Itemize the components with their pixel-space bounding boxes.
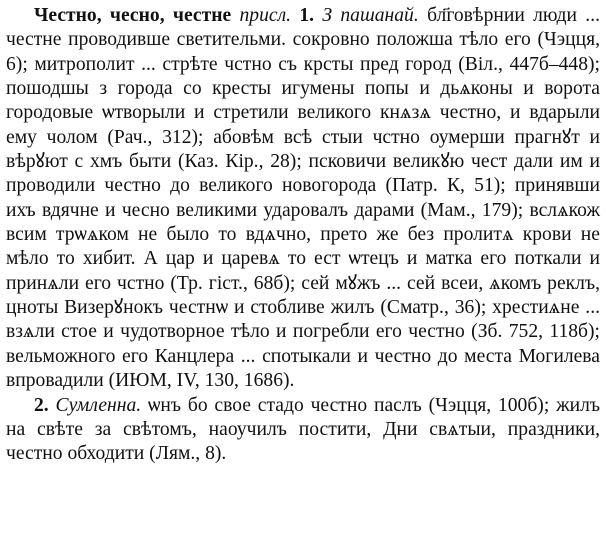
sense-2-paragraph	[6, 394, 600, 467]
entry-headword: Честно, чесно, честне	[34, 5, 232, 26]
part-of-speech: присл.	[239, 5, 292, 26]
sense-1-paragraph	[6, 4, 600, 394]
sense-number-2: 2.	[34, 394, 49, 416]
sense-gloss-2: Сумленна.	[55, 394, 142, 416]
sense-text-2: ѡнъ бо свое стадо честно паслъ (Чэцця, 100б); жилъ на свѣте за свѣтомъ, наоучилъ постити, Дни свѧтыи, праздники, честно обходити (Лям., 8).	[6, 394, 601, 465]
sense-text-1: бл҃говѣрнии люди ... честне проводивше светительми. сокровно положша тѣло его (Чэцця, 6); митрополит ... стрѣте чстно съ крсты пред город (Віл., 447б–448); пошодшы з города со кресты игумены попы и дьѧконы и ворота городовые ѡтворыли и стретили великого кнѧзѧ честно, и вдарыли ему чолом (Рач., 312); абовѣм всѣ стыи чстно оумерши прагнꙋт и вѣрꙋют с хмъ быти (Каз. Кір., 28); псковичи великꙋю чест дали им и проводили честно до великого новогорода (Патр. К, 51); принявши ихъ вдячне и чесно великими ударовалъ дарами (Мам., 179); вслѧкож всим трѡѧком не было то вдѧчно, прето же без пролитѧ крови не мѣло то хибит. А цар и царевѧ то ест ѡтецъ и матка его поткали и принѧли его чстно (Тр. гіст., 68б); сей мꙋжъ ... сей всеи, ѧкомъ реклъ, цноты Визерꙋнокъ честнѡ и стобливе жилъ (Сматр., 36); хрестиѧне ... взѧли стое и чудотворное тѣло и погребли его честно (Зб. 752, 118б); вельможного его Канцлера ... спотыкали и честно до места Могилева впровадили (ИЮМ, IV, 130, 1686).	[6, 5, 600, 392]
sense-gloss-1: З пашанай.	[322, 5, 419, 26]
sense-number-1: 1.	[299, 5, 315, 26]
